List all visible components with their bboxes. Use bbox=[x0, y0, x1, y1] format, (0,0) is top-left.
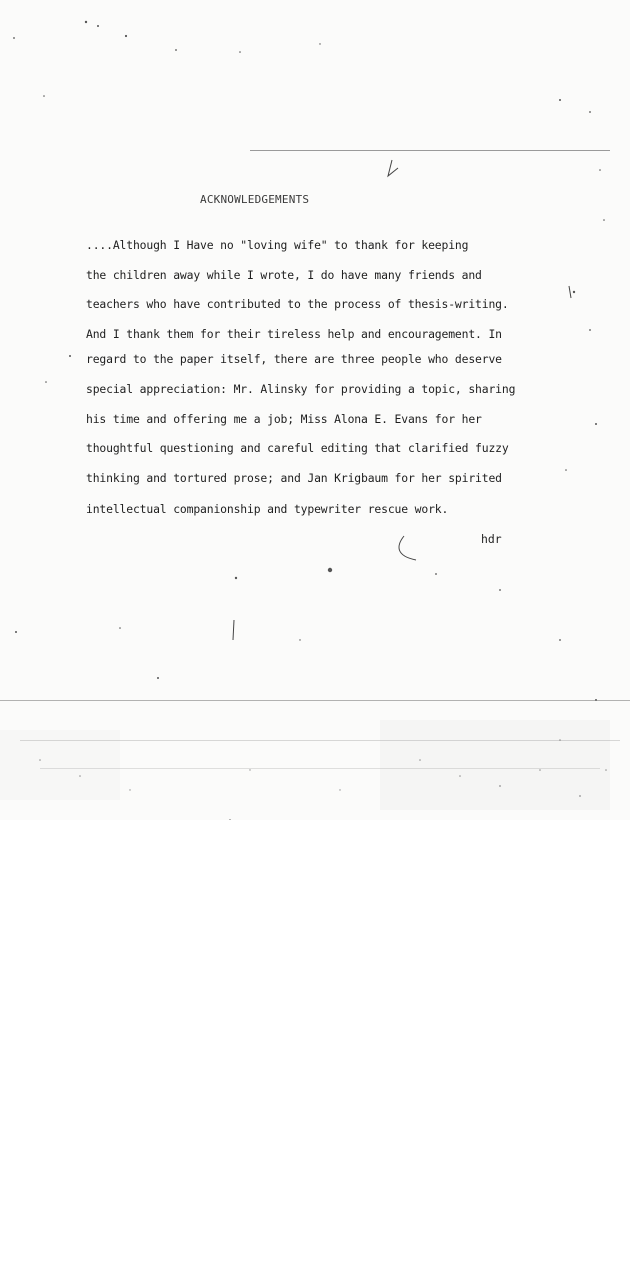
body-line: thinking and tortured prose; and Jan Krigbaum for her spirited bbox=[86, 471, 502, 485]
signoff-initials: hdr bbox=[481, 532, 502, 546]
body-line: regard to the paper itself, there are three people who deserve bbox=[86, 352, 502, 366]
body-line: special appreciation: Mr. Alinsky for providing a topic, sharing bbox=[86, 382, 516, 396]
body-line: the children away while I wrote, I do have many friends and bbox=[86, 268, 482, 282]
body-line: And I thank them for their tireless help and encouragement. In bbox=[86, 327, 502, 341]
body-line: intellectual companionship and typewriter rescue work. bbox=[86, 502, 449, 516]
page-heading: ACKNOWLEDGEMENTS bbox=[200, 193, 310, 206]
body-line: thoughtful questioning and careful editing that clarified fuzzy bbox=[86, 441, 509, 455]
body-line: teachers who have contributed to the process of thesis-writing. bbox=[86, 297, 509, 311]
blank-area bbox=[0, 820, 630, 1280]
body-line: his time and offering me a job; Miss Alona E. Evans for her bbox=[86, 412, 482, 426]
scan-edge-line bbox=[250, 150, 610, 151]
body-line: ....Although I Have no "loving wife" to thank for keeping bbox=[86, 238, 469, 252]
